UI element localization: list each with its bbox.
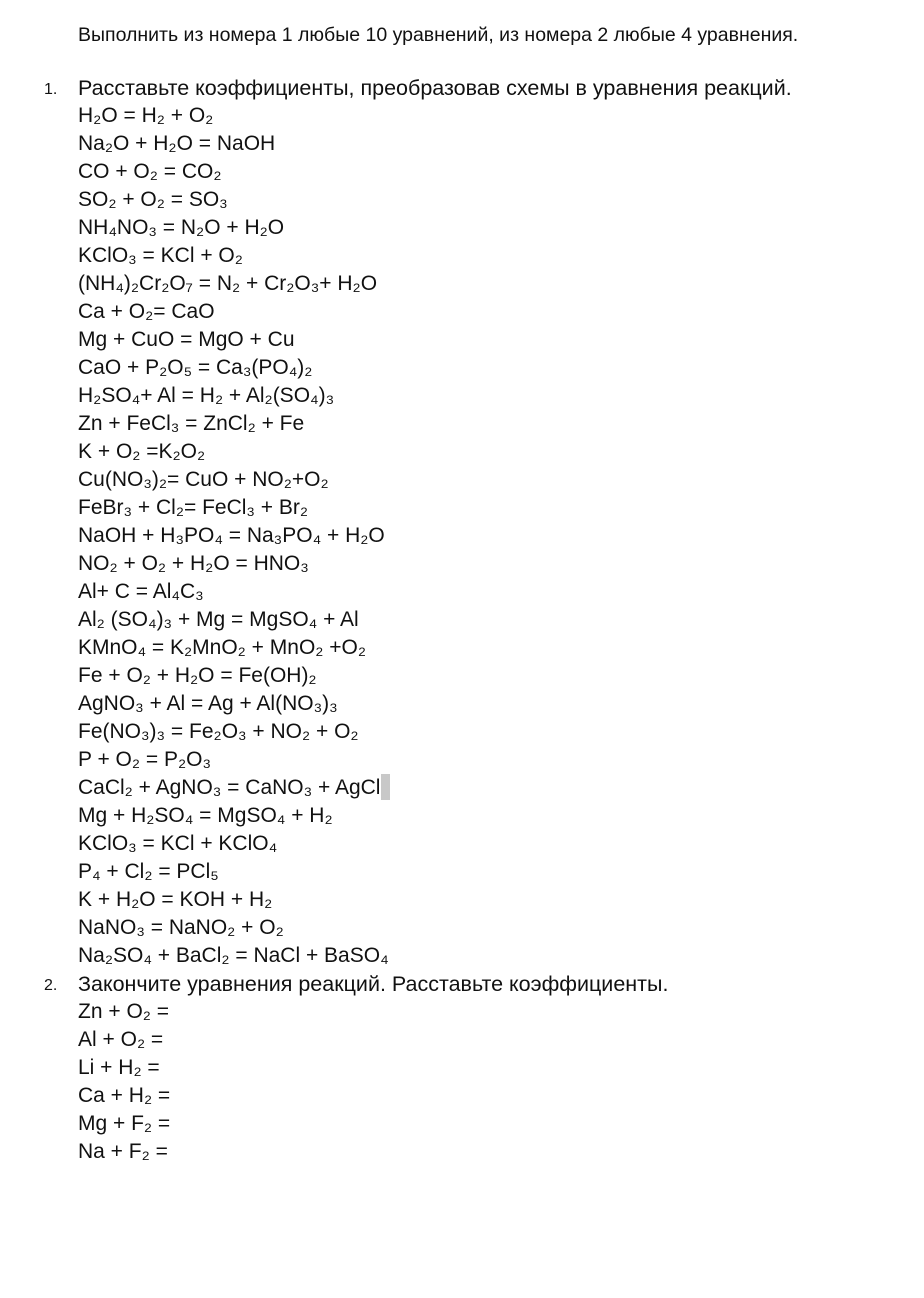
equation-line bbox=[78, 354, 924, 382]
equation-text: Mg + F₂ = bbox=[78, 1112, 171, 1135]
equation-text: AgNO₃ + Al = Ag + Al(NO₃)₃ bbox=[78, 692, 338, 715]
task-2-number: 2. bbox=[44, 977, 58, 994]
equation-line bbox=[78, 550, 924, 578]
equation-line bbox=[78, 690, 924, 718]
equation-text: Li + H₂ = bbox=[78, 1056, 160, 1079]
equation-line bbox=[78, 914, 924, 942]
equation-line bbox=[78, 718, 924, 746]
equation-text: KClO₃ = KCl + O₂ bbox=[78, 244, 243, 267]
equation-line bbox=[78, 298, 924, 326]
equation-line bbox=[78, 830, 924, 858]
equation-text: NaNO₃ = NaNO₂ + O₂ bbox=[78, 916, 284, 939]
equation-line bbox=[78, 522, 924, 550]
equation-text: NO₂ + O₂ + H₂O = HNO₃ bbox=[78, 552, 309, 575]
equation-line bbox=[78, 494, 924, 522]
equation-text: NaOH + H₃PO₄ = Na₃PO₄ + H₂O bbox=[78, 524, 385, 547]
equation-text: (NH₄)₂Cr₂O₇ = N₂ + Cr₂O₃+ H₂O bbox=[78, 272, 378, 295]
equation-text: CO + O₂ = CO₂ bbox=[78, 160, 222, 183]
equation-line bbox=[78, 746, 924, 774]
equation-text: Al+ C = Al₄C₃ bbox=[78, 580, 204, 603]
equation-text: K + H₂O = KOH + H₂ bbox=[78, 888, 273, 911]
equation-line bbox=[78, 578, 924, 606]
equation-text: Cu(NO₃)₂= CuO + NO₂+O₂ bbox=[78, 468, 329, 491]
equation-text: CaO + P₂O₅ = Ca₃(PO₄)₂ bbox=[78, 356, 313, 379]
intro-instruction: Выполнить из номера 1 любые 10 уравнений, из номера 2 любые 4 уравнения. bbox=[78, 24, 799, 46]
equation-line bbox=[78, 438, 924, 466]
task-1-header bbox=[0, 74, 924, 102]
equation-text: Na + F₂ = bbox=[78, 1140, 168, 1163]
task-2-equation-list bbox=[0, 998, 924, 1166]
equation-line bbox=[78, 858, 924, 886]
equation-line bbox=[78, 942, 924, 970]
equation-line bbox=[78, 102, 924, 130]
equation-text: KMnO₄ = K₂MnO₂ + MnO₂ +O₂ bbox=[78, 636, 367, 659]
equation-text: H₂O = H₂ + O₂ bbox=[78, 104, 214, 127]
equation-text: Na₂SO₄ + BaCl₂ = NaCl + BaSO₄ bbox=[78, 944, 389, 967]
equation-text: H₂SO₄+ Al = H₂ + Al₂(SO₄)₃ bbox=[78, 384, 335, 407]
task-2-title: Закончите уравнения реакций. Расставьте коэффициенты. bbox=[78, 972, 669, 996]
equation-line bbox=[78, 270, 924, 298]
equation-line bbox=[78, 606, 924, 634]
equation-line bbox=[78, 410, 924, 438]
equation-line bbox=[78, 1054, 924, 1082]
equation-line bbox=[78, 130, 924, 158]
equation-line bbox=[78, 158, 924, 186]
equation-line bbox=[78, 1082, 924, 1110]
equation-text: Mg + H₂SO₄ = MgSO₄ + H₂ bbox=[78, 804, 333, 827]
equation-text: Na₂O + H₂O = NaOH bbox=[78, 132, 276, 155]
equation-line bbox=[78, 1138, 924, 1166]
equation-text: KClO₃ = KCl + KClO₄ bbox=[78, 832, 278, 855]
task-2-header bbox=[0, 970, 924, 998]
equation-text: P₄ + Cl₂ = PCl₅ bbox=[78, 860, 219, 883]
equation-text: Zn + O₂ = bbox=[78, 1000, 170, 1023]
equation-line bbox=[78, 634, 924, 662]
equation-line bbox=[78, 886, 924, 914]
equation-line bbox=[78, 186, 924, 214]
equation-line bbox=[78, 382, 924, 410]
equation-text: SO₂ + O₂ = SO₃ bbox=[78, 188, 228, 211]
equation-line bbox=[78, 242, 924, 270]
equation-line bbox=[78, 774, 924, 802]
equation-line bbox=[78, 1110, 924, 1138]
equation-text: Ca + O₂= CaO bbox=[78, 300, 215, 323]
task-1-equation-list bbox=[0, 102, 924, 970]
equation-line bbox=[78, 1026, 924, 1054]
equation-line bbox=[78, 326, 924, 354]
equation-text: Fe(NO₃)₃ = Fe₂O₃ + NO₂ + O₂ bbox=[78, 720, 359, 743]
task-1 bbox=[0, 74, 924, 970]
equation-line bbox=[78, 662, 924, 690]
equation-text: K + O₂ =K₂O₂ bbox=[78, 440, 206, 463]
equation-line bbox=[78, 466, 924, 494]
equation-text: FeBr₃ + Cl₂= FeCl₃ + Br₂ bbox=[78, 496, 309, 519]
equation-text: Mg + CuO = MgO + Cu bbox=[78, 328, 295, 351]
equation-text: Al + O₂ = bbox=[78, 1028, 164, 1051]
equation-text: P + O₂ = P₂O₃ bbox=[78, 748, 212, 771]
task-1-title: Расставьте коэффициенты, преобразовав схемы в уравнения реакций. bbox=[78, 76, 792, 100]
task-2 bbox=[0, 970, 924, 1166]
equation-line bbox=[78, 802, 924, 830]
equation-line bbox=[78, 998, 924, 1026]
task-1-number: 1. bbox=[44, 81, 58, 98]
equation-text: NH₄NO₃ = N₂O + H₂O bbox=[78, 216, 285, 239]
equation-text: Al₂ (SO₄)₃ + Mg = MgSO₄ + Al bbox=[78, 608, 359, 631]
equation-text: Ca + H₂ = bbox=[78, 1084, 171, 1107]
equation-text: Zn + FeCl₃ = ZnCl₂ + Fe bbox=[78, 412, 305, 435]
equation-line bbox=[78, 214, 924, 242]
equation-text: Fe + O₂ + H₂O = Fe(OH)₂ bbox=[78, 664, 317, 687]
text-cursor bbox=[381, 774, 390, 800]
equation-text: CaCl₂ + AgNO₃ = CaNO₃ + AgCl bbox=[78, 776, 381, 799]
